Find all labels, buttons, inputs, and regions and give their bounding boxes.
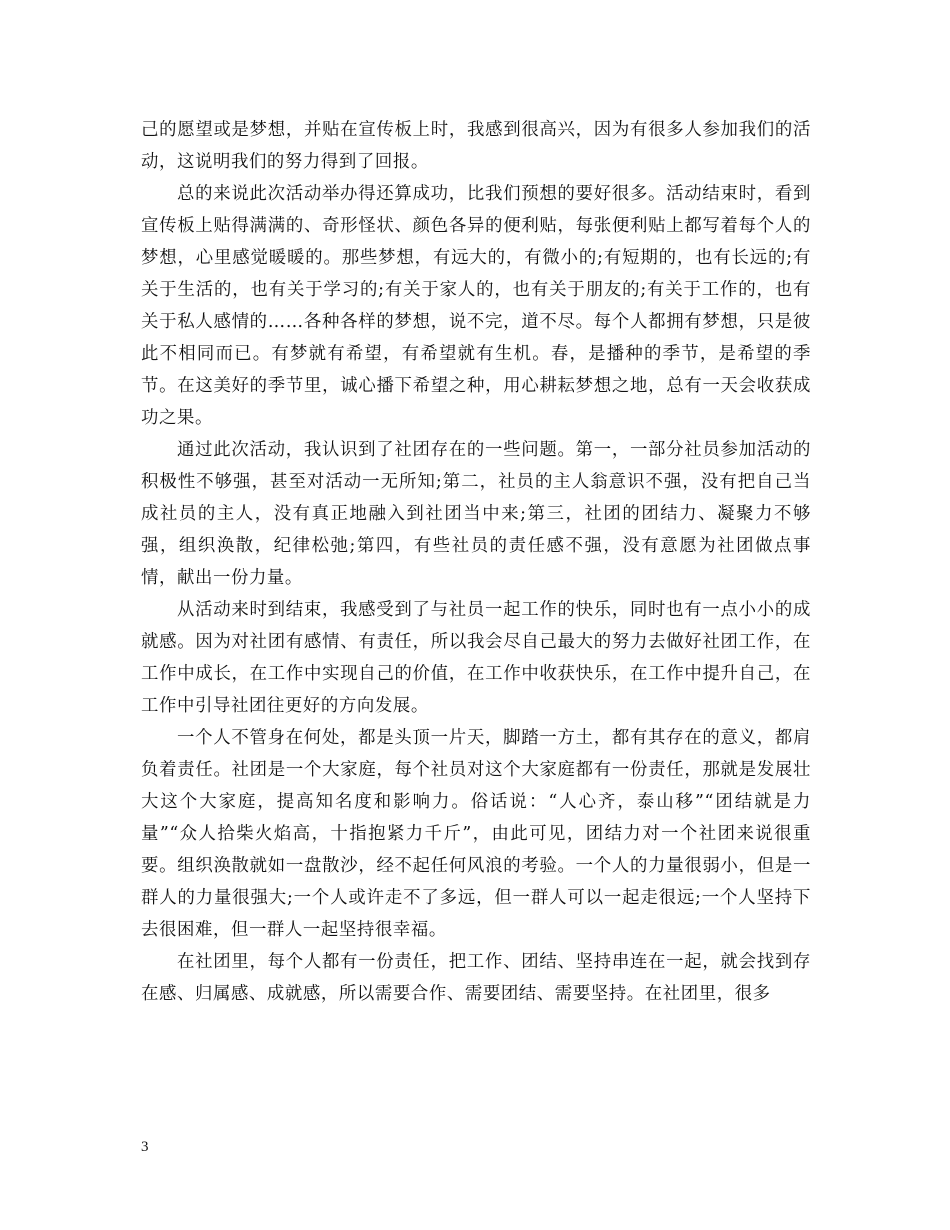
paragraph-1: 己的愿望或是梦想，并贴在宣传板上时，我感到很高兴，因为有很多人参加我们的活动，这说明我们的努力得到了回报。: [141, 120, 811, 172]
paragraph-2: 总的来说此次活动举办得还算成功，比我们预想的要好很多。活动结束时，看到宣传板上贴得满满的、奇形怪状、颜色各异的便利贴，每张便利贴上都写着每个人的梦想，心里感觉暖暖的。那些梦想，有远大的，有微小的;有短期的，也有长远的;有关于生活的，也有关于学习的;有关于家人的，也有关于朋友的;有关于工作的，也有关于私人感情的……各种各样的梦想，说不完，道不尽。每个人都拥有梦想，只是彼此不相同而已。有梦就有希望，有希望就有生机。春，是播种的季节，是希望的季节。在这美好的季节里，诚心播下希望之种，用心耕耘梦想之地，总有一天会收获成功之果。: [141, 184, 811, 428]
paragraph-4: 从活动来时到结束，我感受到了与社员一起工作的快乐，同时也有一点小小的成就感。因为对社团有感情、有责任，所以我会尽自己最大的努力去做好社团工作，在工作中成长，在工作中实现自己的价值，在工作中收获快乐，在工作中提升自己，在工作中引导社团往更好的方向发展。: [141, 600, 811, 716]
document-body: [141, 114, 811, 1010]
paragraph-3: 通过此次活动，我认识到了社团存在的一些问题。第一，一部分社员参加活动的积极性不够强，甚至对活动一无所知;第二，社员的主人翁意识不强，没有把自己当成社员的主人，没有真正地融入到社团当中来;第三，社团的团结力、凝聚力不够强，组织涣散，纪律松弛;第四，有些社员的责任感不强，没有意愿为社团做点事情，献出一份力量。: [141, 440, 811, 588]
page-number: 3: [141, 1139, 149, 1155]
paragraph-6: 在社团里，每个人都有一份责任，把工作、团结、坚持串连在一起，就会找到存在感、归属感、成就感，所以需要合作、需要团结、需要坚持。在社团里，很多: [141, 952, 811, 1004]
paragraph-5: 一个人不管身在何处，都是头顶一片天，脚踏一方土，都有其存在的意义，都肩负着责任。社团是一个大家庭，每个社员对这个大家庭都有一份责任，那就是发展壮大这个大家庭，提高知名度和影响力。俗话说：“人心齐，泰山移”“团结就是力量”“众人拾柴火焰高，十指抱紧力千斤”，由此可见，团结力对一个社团来说很重要。组织涣散就如一盘散沙，经不起任何风浪的考验。一个人的力量很弱小，但是一群人的力量很强大;一个人或许走不了多远，但一群人可以一起走很远;一个人坚持下去很困难，但一群人一起坚持很幸福。: [141, 728, 811, 940]
